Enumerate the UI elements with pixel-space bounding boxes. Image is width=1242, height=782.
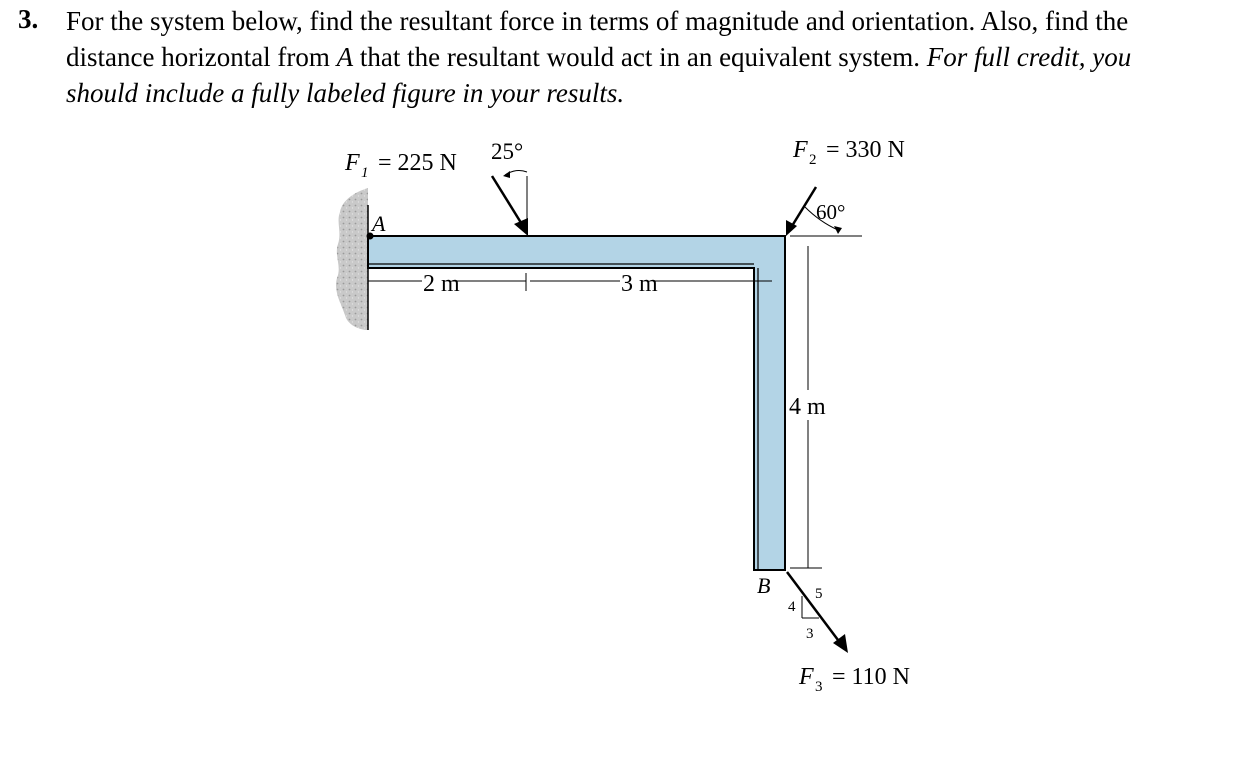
problem-line-2-text-c: that the resultant would act in an equivalent system.	[353, 42, 927, 72]
problem-line-2-text-a: distance horizontal from	[66, 42, 337, 72]
force-f3-slope-hyp: 5	[815, 586, 823, 602]
force-f2-symbol: F	[793, 137, 808, 163]
problem-line-1-text: For the system below, find the resultant force in terms of magnitude and orientation. Also, find the	[66, 6, 1129, 36]
force-f1-value: = 225 N	[378, 150, 457, 176]
point-b-label: B	[757, 573, 771, 598]
force-f3-slope-rise: 4	[788, 599, 796, 615]
force-f1-symbol: F	[345, 150, 360, 176]
problem-line-2-point-a: A	[336, 42, 354, 72]
force-f3	[787, 572, 910, 695]
problem-line-3-text: should include a fully labeled figure in your results.	[66, 78, 625, 108]
dimension-3m-label: 3 m	[621, 271, 658, 297]
dimension-2m	[368, 271, 526, 297]
dimension-4m	[789, 236, 862, 568]
force-f1-subscript: 1	[361, 165, 369, 181]
dimension-2m-label: 2 m	[423, 271, 460, 297]
force-f2-value: = 330 N	[826, 137, 905, 163]
force-f3-value: = 110 N	[832, 664, 910, 690]
force-f3-slope-run: 3	[806, 626, 814, 642]
dimension-3m	[530, 271, 772, 297]
force-f1-angle-label: 25°	[491, 139, 524, 164]
force-f3-symbol: F	[799, 664, 814, 690]
fixed-wall-support	[336, 188, 368, 330]
dimension-4m-label: 4 m	[789, 394, 826, 420]
force-f2-angle-label: 60°	[816, 200, 846, 224]
problem-number: 3.	[18, 4, 39, 34]
force-f2-subscript: 2	[809, 152, 817, 168]
problem-line-2-credit: For full credit, you	[926, 42, 1132, 72]
force-f2	[786, 137, 905, 236]
point-a-label: A	[372, 211, 386, 236]
force-f3-subscript: 3	[815, 679, 823, 695]
